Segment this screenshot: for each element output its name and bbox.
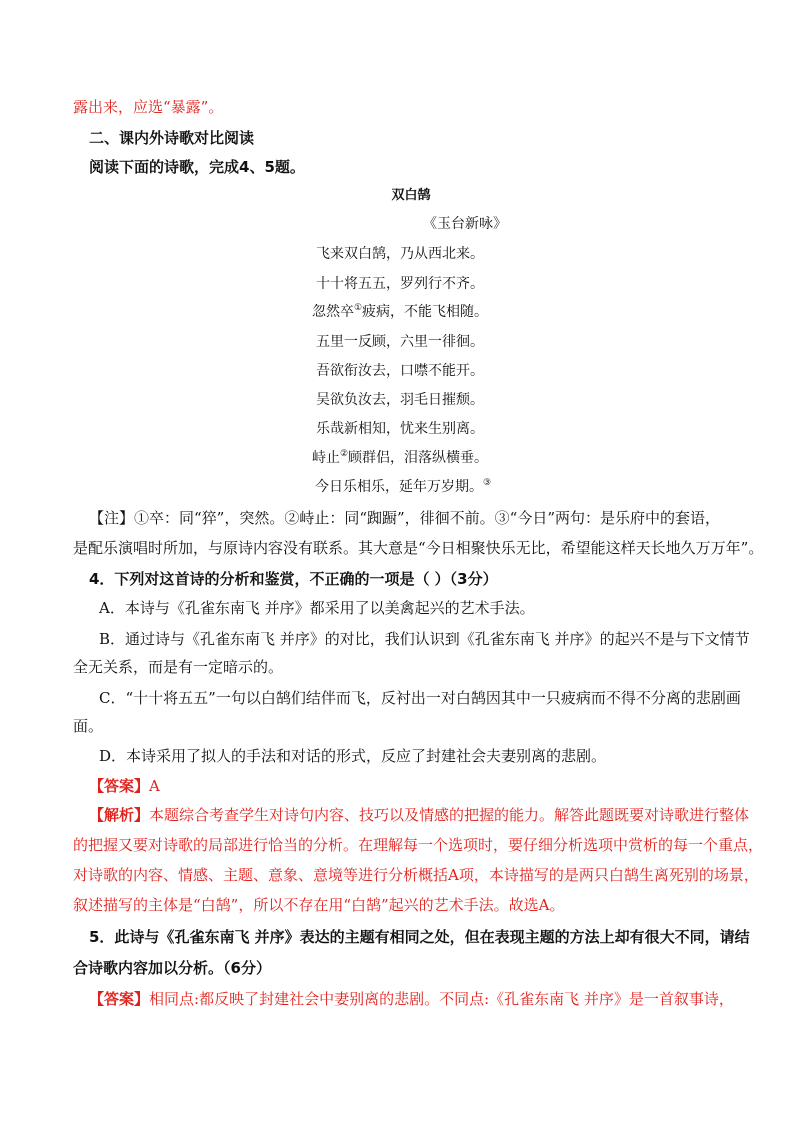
option-c: C．“十十将五五”一句以白鹄们结伴而飞，反衬出一对白鹄因其中一只疲病而不得不分离的悲剧画	[99, 689, 741, 707]
poem-title: 双白鹄	[391, 188, 431, 203]
poem-line: 乐哉新相知，忧来生别离。	[316, 421, 484, 437]
q4-analysis-line: 叙述描写的主体是“白鹄”，所以不存在用“白鹄”起兴的艺术手法。故选A。	[73, 896, 565, 914]
poem-line: 峙止②顾群侣，泪落纵横垂。	[311, 449, 489, 466]
poem-source: 《玉台新咏》	[423, 216, 507, 232]
option-b-continued: 全无关系，而是有一定暗示的。	[73, 658, 284, 676]
poem-line: 今日乐相乐，延年万岁期。③	[314, 478, 492, 495]
continued-answer-text: 露出来，应选“暴露”。	[73, 98, 224, 116]
answer-tag: 【答案】	[89, 990, 150, 1008]
instruction-text: 阅读下面的诗歌，完成4、5题。	[89, 158, 305, 176]
poem-line: 飞来双白鹄，乃从西北来。	[316, 246, 484, 262]
q5-answer: 【答案】相同点:都反映了封建社会中妻别离的悲剧。不同点:《孔雀东南飞 并序》是一首叙事诗，	[89, 990, 734, 1008]
question-5-stem-continued: 合诗歌内容加以分析。（6分）	[73, 959, 271, 977]
poem-line: 十十将五五，罗列行不齐。	[316, 276, 484, 292]
option-c-continued: 面。	[73, 717, 104, 735]
section-title: 二、课内外诗歌对比阅读	[89, 129, 255, 147]
question-5-stem: 5．此诗与《孔雀东南飞 并序》表达的主题有相同之处，但在表现主题的方法上却有很大不同，请结	[89, 928, 750, 946]
poem-line: 忽然卒①疲病，不能飞相随。	[311, 303, 489, 320]
question-4-stem: 4．下列对这首诗的分析和鉴赏，不正确的一项是（ ）（3分）	[89, 570, 498, 588]
poem-line: 五里一反顾，六里一徘徊。	[316, 334, 484, 350]
q4-answer: 【答案】A	[89, 777, 160, 795]
answer-tag: 【答案】	[89, 777, 150, 795]
note-line: 是配乐演唱时所加，与原诗内容没有联系。其大意是“今日相聚快乐无比，希望能这样天长地久万万年”。	[73, 539, 764, 557]
footnote-mark: ②	[339, 449, 349, 459]
note-line: 【注】①卒：同“猝”，突然。②峙止：同“踟蹰”，徘徊不前。③“今日”两句：是乐府中的套语，	[89, 509, 721, 527]
analysis-tag: 【解析】	[89, 806, 150, 824]
q4-analysis-line: 对诗歌的内容、情感、主题、意象、意境等进行分析概括A项，本诗描写的是两只白鹄生离死别的场景，	[73, 866, 759, 884]
footnote-mark: ①	[353, 303, 363, 313]
option-b: B．通过诗与《孔雀东南飞 并序》的对比，我们认识到《孔雀东南飞 并序》的起兴不是与下文情节	[99, 630, 750, 648]
footnote-mark: ③	[482, 478, 492, 488]
q4-analysis-line: 的把握又要对诗歌的局部进行恰当的分析。在理解每一个选项时，要仔细分析选项中赏析的每一个重点，	[73, 836, 764, 854]
option-a: A．本诗与《孔雀东南飞 并序》都采用了以美禽起兴的艺术手法。	[99, 599, 535, 617]
poem-line: 吴欲负汝去，羽毛日摧颓。	[316, 392, 484, 408]
poem-line: 吾欲衔汝去，口噤不能开。	[316, 363, 484, 379]
q4-analysis: 【解析】本题综合考查学生对诗句内容、技巧以及情感的把握的能力。解答此题既要对诗歌进行整体	[89, 806, 750, 824]
option-d: D．本诗采用了拟人的手法和对话的形式，反应了封建社会夫妻别离的悲剧。	[99, 747, 607, 765]
